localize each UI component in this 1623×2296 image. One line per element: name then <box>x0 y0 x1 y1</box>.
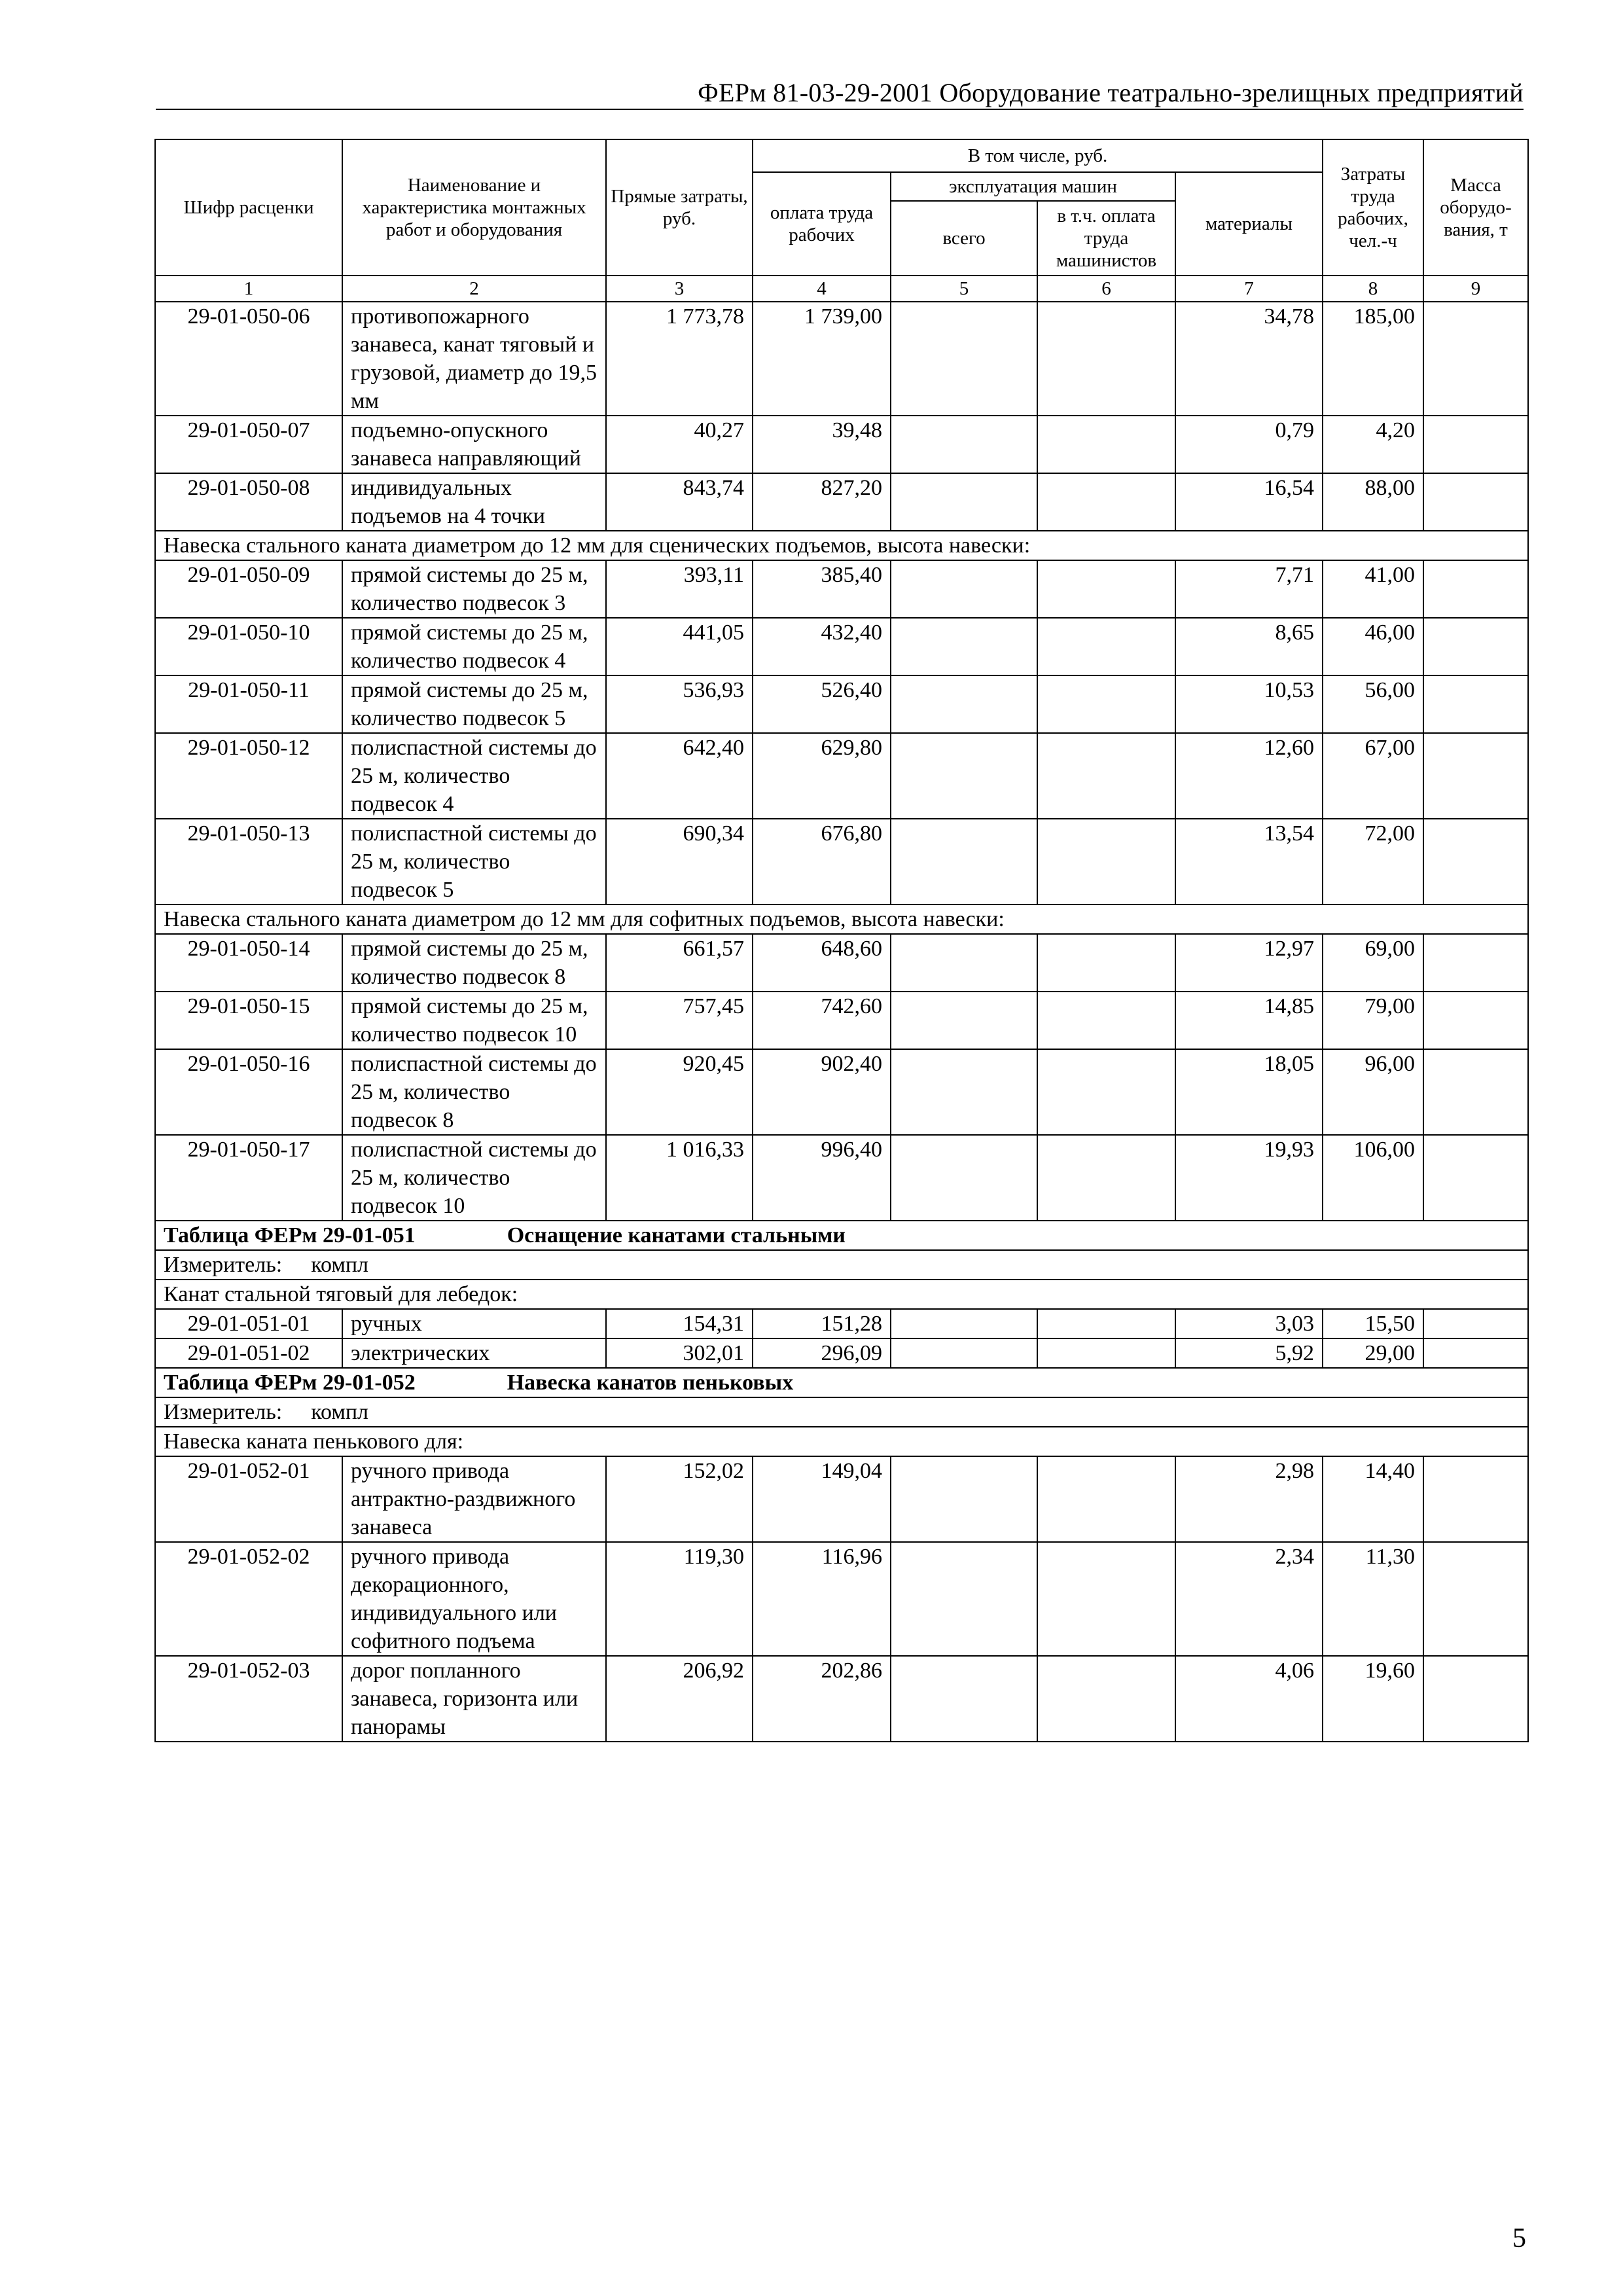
col-header-mass: Масса оборудо-вания, т <box>1423 139 1528 276</box>
labor-pay: 116,96 <box>753 1542 891 1656</box>
labor-pay: 742,60 <box>753 992 891 1049</box>
direct-costs: 757,45 <box>606 992 753 1049</box>
machinists-pay <box>1037 473 1175 531</box>
column-number: 4 <box>753 276 891 302</box>
machines-total <box>891 992 1037 1049</box>
direct-costs: 393,11 <box>606 560 753 618</box>
machines-total <box>891 473 1037 531</box>
section-heading: Навеска стального каната диаметром до 12 мм для софитных подъемов, высота навески: <box>155 905 1528 934</box>
labor-hours: 88,00 <box>1323 473 1423 531</box>
measure-row <box>155 1397 1528 1427</box>
machinists-pay <box>1037 733 1175 819</box>
work-description: ручного привода антрактно-раздвижного занавеса <box>342 1456 606 1542</box>
materials: 7,71 <box>1175 560 1323 618</box>
direct-costs: 206,92 <box>606 1656 753 1742</box>
work-description: дорог попланного занавеса, горизонта или панорамы <box>342 1656 606 1742</box>
work-description: подъемно-опускного занавеса направляющий <box>342 416 606 473</box>
materials: 14,85 <box>1175 992 1323 1049</box>
equipment-mass <box>1423 675 1528 733</box>
materials: 0,79 <box>1175 416 1323 473</box>
table-row <box>155 819 1528 905</box>
section-heading-row <box>155 1427 1528 1456</box>
labor-pay: 996,40 <box>753 1135 891 1221</box>
work-description: полиспастной системы до 25 м, количество подвесок 4 <box>342 733 606 819</box>
col-header-materials: материалы <box>1175 172 1323 276</box>
col-header-labor: Затраты труда рабочих, чел.-ч <box>1323 139 1423 276</box>
column-number: 3 <box>606 276 753 302</box>
machinists-pay <box>1037 302 1175 416</box>
rates-table <box>154 139 1529 1742</box>
materials: 19,93 <box>1175 1135 1323 1221</box>
rate-code: 29-01-052-01 <box>155 1456 342 1542</box>
labor-pay: 202,86 <box>753 1656 891 1742</box>
materials: 12,97 <box>1175 934 1323 992</box>
table-body <box>155 302 1528 1742</box>
machines-total <box>891 618 1037 675</box>
work-description: электрических <box>342 1338 606 1368</box>
col-header-direct: Прямые затраты, руб. <box>606 139 753 276</box>
work-description: ручного привода декорационного, индивидуального или софитного подъема <box>342 1542 606 1656</box>
machines-total <box>891 1049 1037 1135</box>
labor-hours: 69,00 <box>1323 934 1423 992</box>
col-header-code: Шифр расценки <box>155 139 342 276</box>
table-row <box>155 934 1528 992</box>
table-row <box>155 992 1528 1049</box>
machinists-pay <box>1037 1656 1175 1742</box>
machines-total <box>891 1456 1037 1542</box>
section-heading-row <box>155 1280 1528 1309</box>
labor-pay: 151,28 <box>753 1309 891 1338</box>
column-number: 8 <box>1323 276 1423 302</box>
section-heading-row <box>155 531 1528 560</box>
machinists-pay <box>1037 560 1175 618</box>
labor-hours: 41,00 <box>1323 560 1423 618</box>
rate-code: 29-01-050-10 <box>155 618 342 675</box>
materials: 12,60 <box>1175 733 1323 819</box>
measure-unit: компл <box>311 1400 369 1424</box>
materials: 34,78 <box>1175 302 1323 416</box>
materials: 5,92 <box>1175 1338 1323 1368</box>
section-heading: Навеска каната пенькового для: <box>155 1427 1528 1456</box>
direct-costs: 302,01 <box>606 1338 753 1368</box>
machinists-pay <box>1037 618 1175 675</box>
measure-unit-cell <box>155 1250 1528 1280</box>
col-header-incl: В том числе, руб. <box>753 139 1323 172</box>
table-number: Таблица ФЕРм 29-01-052 <box>164 1371 416 1395</box>
equipment-mass <box>1423 560 1528 618</box>
machinists-pay <box>1037 1309 1175 1338</box>
rate-code: 29-01-052-03 <box>155 1656 342 1742</box>
labor-pay: 385,40 <box>753 560 891 618</box>
direct-costs: 661,57 <box>606 934 753 992</box>
equipment-mass <box>1423 1456 1528 1542</box>
table-title <box>155 1221 1528 1250</box>
measure-unit: компл <box>311 1253 369 1277</box>
labor-hours: 106,00 <box>1323 1135 1423 1221</box>
materials: 18,05 <box>1175 1049 1323 1135</box>
table-row <box>155 1456 1528 1542</box>
work-description: прямой системы до 25 м, количество подвесок 4 <box>342 618 606 675</box>
machinists-pay <box>1037 1456 1175 1542</box>
col-header-machines: эксплуатация машин <box>891 172 1175 201</box>
direct-costs: 154,31 <box>606 1309 753 1338</box>
col-header-labor-pay: оплата труда рабочих <box>753 172 891 276</box>
machines-total <box>891 733 1037 819</box>
machinists-pay <box>1037 1135 1175 1221</box>
rate-code: 29-01-050-14 <box>155 934 342 992</box>
equipment-mass <box>1423 934 1528 992</box>
rate-code: 29-01-050-08 <box>155 473 342 531</box>
machines-total <box>891 302 1037 416</box>
measure-unit-cell <box>155 1397 1528 1427</box>
table-row <box>155 1542 1528 1656</box>
machinists-pay <box>1037 934 1175 992</box>
labor-hours: 14,40 <box>1323 1456 1423 1542</box>
equipment-mass <box>1423 618 1528 675</box>
table-title-row <box>155 1221 1528 1250</box>
table-row <box>155 302 1528 416</box>
work-description: прямой системы до 25 м, количество подвесок 3 <box>342 560 606 618</box>
column-number: 7 <box>1175 276 1323 302</box>
machines-total <box>891 1309 1037 1338</box>
work-description: ручных <box>342 1309 606 1338</box>
column-number: 2 <box>342 276 606 302</box>
work-description: прямой системы до 25 м, количество подвесок 5 <box>342 675 606 733</box>
rate-code: 29-01-051-02 <box>155 1338 342 1368</box>
machines-total <box>891 1338 1037 1368</box>
equipment-mass <box>1423 1542 1528 1656</box>
measure-row <box>155 1250 1528 1280</box>
labor-hours: 29,00 <box>1323 1338 1423 1368</box>
labor-hours: 4,20 <box>1323 416 1423 473</box>
section-heading-row <box>155 905 1528 934</box>
equipment-mass <box>1423 1309 1528 1338</box>
labor-pay: 39,48 <box>753 416 891 473</box>
equipment-mass <box>1423 1338 1528 1368</box>
col-header-machines-pay: в т.ч. оплата труда машинистов <box>1037 201 1175 276</box>
table-name: Навеска канатов пеньковых <box>507 1371 794 1395</box>
rate-code: 29-01-050-11 <box>155 675 342 733</box>
direct-costs: 536,93 <box>606 675 753 733</box>
page-number: 5 <box>1512 2223 1526 2253</box>
rate-code: 29-01-050-09 <box>155 560 342 618</box>
section-heading: Канат стальной тяговый для лебедок: <box>155 1280 1528 1309</box>
work-description: полиспастной системы до 25 м, количество подвесок 10 <box>342 1135 606 1221</box>
machines-total <box>891 416 1037 473</box>
labor-pay: 676,80 <box>753 819 891 905</box>
machines-total <box>891 819 1037 905</box>
work-description: полиспастной системы до 25 м, количество подвесок 8 <box>342 1049 606 1135</box>
direct-costs: 40,27 <box>606 416 753 473</box>
labor-hours: 72,00 <box>1323 819 1423 905</box>
table-header <box>155 139 1528 302</box>
labor-pay: 1 739,00 <box>753 302 891 416</box>
labor-hours: 79,00 <box>1323 992 1423 1049</box>
table-name: Оснащение канатами стальными <box>507 1223 846 1247</box>
measure-label: Измеритель: <box>164 1400 283 1424</box>
labor-hours: 96,00 <box>1323 1049 1423 1135</box>
table-row <box>155 675 1528 733</box>
materials: 3,03 <box>1175 1309 1323 1338</box>
equipment-mass <box>1423 992 1528 1049</box>
rate-code: 29-01-050-15 <box>155 992 342 1049</box>
equipment-mass <box>1423 302 1528 416</box>
materials: 16,54 <box>1175 473 1323 531</box>
machines-total <box>891 934 1037 992</box>
equipment-mass <box>1423 1135 1528 1221</box>
labor-pay: 432,40 <box>753 618 891 675</box>
table-row <box>155 618 1528 675</box>
table-row <box>155 473 1528 531</box>
running-header: ФЕРм 81-03-29-2001 Оборудование театрально-зрелищных предприятий <box>698 78 1524 107</box>
section-heading: Навеска стального каната диаметром до 12 мм для сценических подъемов, высота навески: <box>155 531 1528 560</box>
direct-costs: 690,34 <box>606 819 753 905</box>
materials: 10,53 <box>1175 675 1323 733</box>
work-description: противопожарного занавеса, канат тяговый и грузовой, диаметр до 19,5 мм <box>342 302 606 416</box>
col-header-name: Наименование и характеристика монтажных работ и оборудования <box>342 139 606 276</box>
col-header-machines-total: всего <box>891 201 1037 276</box>
direct-costs: 1 016,33 <box>606 1135 753 1221</box>
direct-costs: 152,02 <box>606 1456 753 1542</box>
direct-costs: 920,45 <box>606 1049 753 1135</box>
column-number: 9 <box>1423 276 1528 302</box>
labor-hours: 15,50 <box>1323 1309 1423 1338</box>
labor-pay: 296,09 <box>753 1338 891 1368</box>
table-row <box>155 733 1528 819</box>
equipment-mass <box>1423 416 1528 473</box>
labor-hours: 46,00 <box>1323 618 1423 675</box>
work-description: полиспастной системы до 25 м, количество подвесок 5 <box>342 819 606 905</box>
direct-costs: 119,30 <box>606 1542 753 1656</box>
rate-code: 29-01-050-13 <box>155 819 342 905</box>
machines-total <box>891 560 1037 618</box>
machinists-pay <box>1037 992 1175 1049</box>
equipment-mass <box>1423 1049 1528 1135</box>
work-description: прямой системы до 25 м, количество подвесок 10 <box>342 992 606 1049</box>
labor-pay: 629,80 <box>753 733 891 819</box>
machines-total <box>891 1542 1037 1656</box>
work-description: индивидуальных подъемов на 4 точки <box>342 473 606 531</box>
labor-pay: 648,60 <box>753 934 891 992</box>
labor-hours: 56,00 <box>1323 675 1423 733</box>
column-number-row <box>155 276 1528 302</box>
table-title <box>155 1368 1528 1397</box>
rate-code: 29-01-050-17 <box>155 1135 342 1221</box>
rate-code: 29-01-051-01 <box>155 1309 342 1338</box>
rate-code: 29-01-050-16 <box>155 1049 342 1135</box>
materials: 2,98 <box>1175 1456 1323 1542</box>
labor-hours: 11,30 <box>1323 1542 1423 1656</box>
work-description: прямой системы до 25 м, количество подвесок 8 <box>342 934 606 992</box>
direct-costs: 642,40 <box>606 733 753 819</box>
direct-costs: 843,74 <box>606 473 753 531</box>
materials: 2,34 <box>1175 1542 1323 1656</box>
equipment-mass <box>1423 733 1528 819</box>
labor-pay: 149,04 <box>753 1456 891 1542</box>
machines-total <box>891 675 1037 733</box>
column-number: 1 <box>155 276 342 302</box>
equipment-mass <box>1423 473 1528 531</box>
machinists-pay <box>1037 416 1175 473</box>
header-rule <box>156 109 1524 110</box>
labor-pay: 526,40 <box>753 675 891 733</box>
table-row <box>155 1338 1528 1368</box>
materials: 8,65 <box>1175 618 1323 675</box>
labor-pay: 902,40 <box>753 1049 891 1135</box>
labor-hours: 67,00 <box>1323 733 1423 819</box>
table-row <box>155 1656 1528 1742</box>
rate-code: 29-01-050-07 <box>155 416 342 473</box>
machines-total <box>891 1656 1037 1742</box>
table-row <box>155 1135 1528 1221</box>
table-title-row <box>155 1368 1528 1397</box>
table-number: Таблица ФЕРм 29-01-051 <box>164 1223 416 1247</box>
machinists-pay <box>1037 1542 1175 1656</box>
machinists-pay <box>1037 1338 1175 1368</box>
direct-costs: 1 773,78 <box>606 302 753 416</box>
measure-label: Измеритель: <box>164 1253 283 1277</box>
labor-pay: 827,20 <box>753 473 891 531</box>
column-number: 6 <box>1037 276 1175 302</box>
labor-hours: 19,60 <box>1323 1656 1423 1742</box>
column-number: 5 <box>891 276 1037 302</box>
rate-code: 29-01-050-12 <box>155 733 342 819</box>
machines-total <box>891 1135 1037 1221</box>
rate-code: 29-01-050-06 <box>155 302 342 416</box>
direct-costs: 441,05 <box>606 618 753 675</box>
table-row <box>155 1049 1528 1135</box>
table-row <box>155 560 1528 618</box>
materials: 4,06 <box>1175 1656 1323 1742</box>
machinists-pay <box>1037 675 1175 733</box>
machinists-pay <box>1037 819 1175 905</box>
equipment-mass <box>1423 1656 1528 1742</box>
rate-code: 29-01-052-02 <box>155 1542 342 1656</box>
materials: 13,54 <box>1175 819 1323 905</box>
machinists-pay <box>1037 1049 1175 1135</box>
labor-hours: 185,00 <box>1323 302 1423 416</box>
table-row <box>155 416 1528 473</box>
table-row <box>155 1309 1528 1338</box>
equipment-mass <box>1423 819 1528 905</box>
